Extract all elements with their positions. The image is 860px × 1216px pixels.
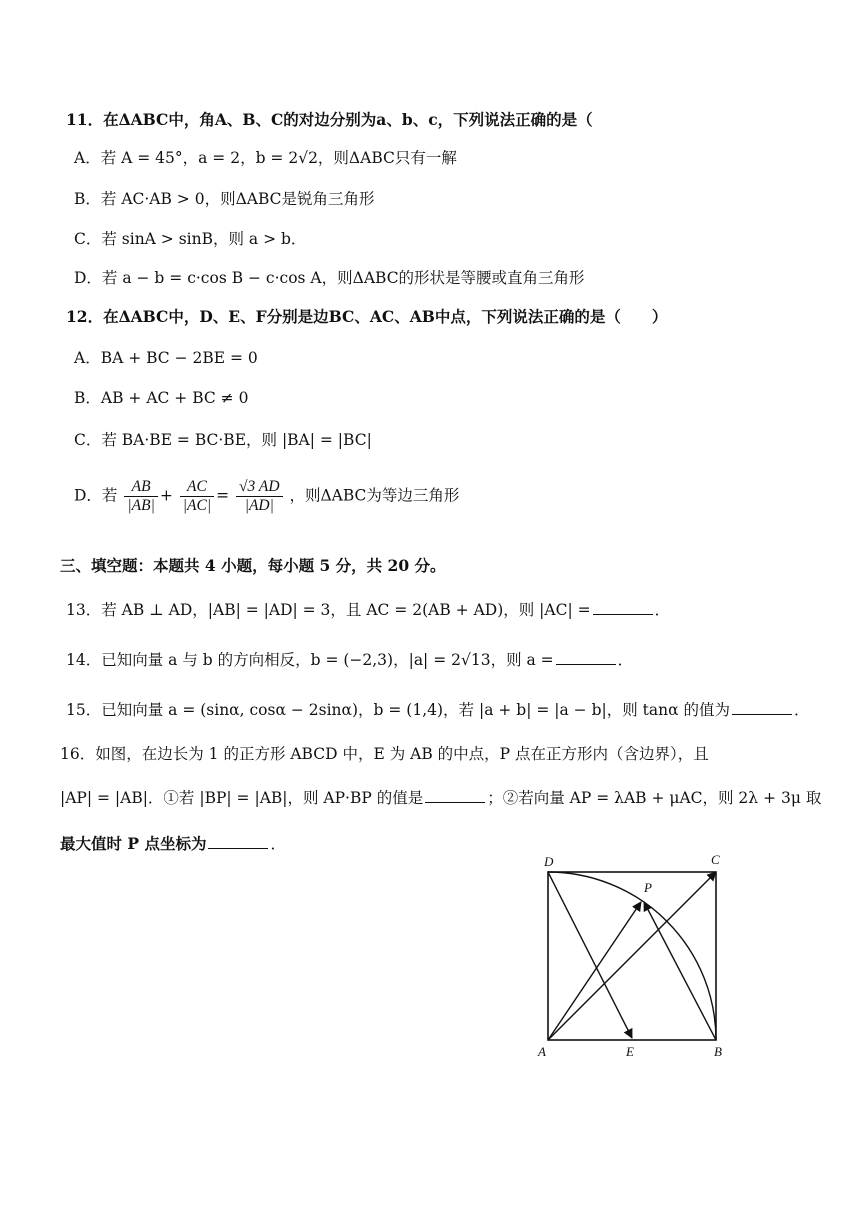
q15: 15．已知向量 a = (sinα, cosα − 2sinα)，b = (1,4)，若 |a + b| = |a − b|，则 tanα 的值为 ． [66,701,810,719]
q16-line2: |AP| = |AB|．①若 |BP| = |AB|，则 AP·BP 的值是 ；②若向量 AP = λAB + μAC，则 2λ + 3μ 取 [60,789,822,807]
vector-bp [644,902,716,1040]
q11-option-d: D．若 a − b = c·cos B − c·cos A，则ΔABC的形状是等腰或直角三角形 [74,269,585,287]
q14: 14．已知向量 a 与 b 的方向相反，b = (−2,3)，|a| = 2√13，则 a = ． [66,651,634,669]
label-c: C [711,852,720,867]
q16-line1: 16．如图，在边长为 1 的正方形 ABCD 中，E 为 AB 的中点，P 点在正方形内（含边界），且 [60,745,709,763]
q11-option-b: B．若 AC·AB > 0，则ΔABC是锐角三角形 [74,190,375,208]
q12-option-c: C．若 BA·BE = BC·BE，则 |BA| = |BC| [74,431,372,449]
square-vector-figure [528,848,738,1063]
q11-option-c: C．若 sinA > sinB，则 a > b． [74,230,307,248]
q11-option-a: A．若 A = 45°，a = 2，b = 2√2，则ΔABC只有一解 [74,149,457,167]
answer-blank [593,614,653,615]
label-b: B [714,1044,722,1059]
q12-option-a: A．BA + BC − 2BE = 0 [74,349,258,367]
label-d: D [544,854,554,869]
q12-d-fraction-ad: $\frac{√3 AD}{|AD|}$ [236,478,283,515]
answer-blank [732,714,792,715]
label-e: E [626,1044,634,1059]
vector-de [548,872,632,1038]
answer-blank [556,664,616,665]
q12-d-fraction-ab: $\frac{AB}{|AB|}$ [124,478,157,515]
q12-option-b: B．AB + AC + BC ≠ 0 [74,389,249,407]
q12-option-d: D．若 $\frac{AB}{|AB|}$ + $\frac{AC}{|AC|}$ = $\frac{√3 AD}{|AD|}$ ，则ΔABC为等边三角形 [74,478,460,514]
answer-blank [208,848,268,849]
label-a: A [538,1044,546,1059]
vector-ac [548,872,716,1040]
q12-d-prefix: D．若 [74,486,118,505]
answer-blank [425,802,485,803]
vector-ap [548,902,641,1040]
q16-line3: 最大值时 P 点坐标为 ． [60,834,286,853]
section-fill-in-heading: 三、填空题：本题共 4 小题，每小题 5 分，共 20 分。 [60,556,446,575]
q12-d-fraction-ac: $\frac{AC}{|AC|}$ [180,478,214,515]
q13: 13．若 AB ⊥ AD，|AB| = |AD| = 3，且 AC = 2(AB + AD)，则 |AC| = ． [66,601,671,619]
q12-stem: 12．在ΔABC中，D、E、F分别是边BC、AC、AB中点，下列说法正确的是（ ） [66,307,668,326]
q11-stem: 11．在ΔABC中，角A、B、C的对边分别为a、b、c，下列说法正确的是（ [66,110,593,129]
label-p: P [644,880,652,895]
q12-d-suffix: ，则ΔABC为等边三角形 [289,486,460,505]
